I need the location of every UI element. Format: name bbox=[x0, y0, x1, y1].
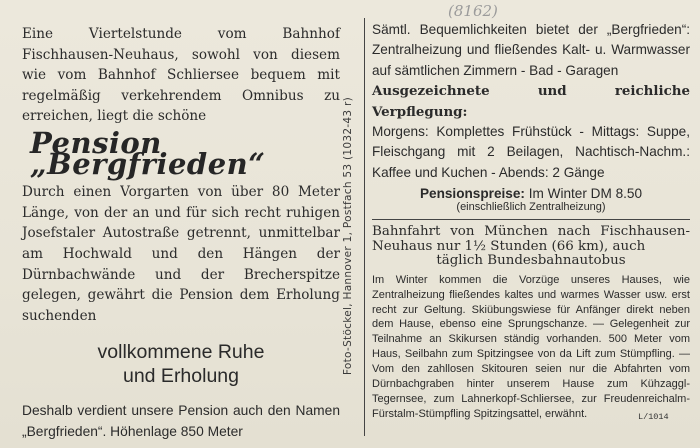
pencil-note: (8162) bbox=[448, 2, 498, 20]
rail-text: Bahnfahrt von München nach Fischhausen-Neuhaus nur 1½ Stunden (66 km), auch bbox=[372, 224, 690, 254]
closing-text: Deshalb verdient unsere Pension auch den Namen „Bergfrieden“. Höhenlage 850 Meter bbox=[22, 403, 340, 440]
pension-title: Pension „Bergfrieden“ bbox=[30, 125, 266, 181]
section-divider bbox=[372, 219, 690, 220]
right-column bbox=[372, 20, 690, 422]
imprint-text: Foto-Stöckel, Hannover 1, Postfach 53 (1032-43 r) bbox=[342, 96, 354, 376]
ruhe-line-2: und Erholung bbox=[122, 365, 239, 388]
rail-block bbox=[372, 225, 690, 269]
ruhe-heading bbox=[22, 340, 340, 388]
column-divider bbox=[364, 18, 365, 436]
price-value: Im Winter DM 8.50 bbox=[528, 186, 643, 202]
amenities-text: Sämtl. Bequemlichkeiten bietet der „Bergfrieden“: Zentralheizung und fließendes Kalt- u. Warmwasser auf sämtlichen Zimmern - Bad - Garagen bbox=[372, 22, 690, 78]
ruhe-line-1: vollkommene Ruhe bbox=[97, 341, 265, 364]
price-label: Pensionspreise: bbox=[419, 186, 525, 202]
description-text: Durch einen Vorgarten von über 80 Meter Länge, von der an und für sich recht ruhigen Josefstaler Autostraße getrennt, unmittelbar am Hochwald und den Hängen der Dürnbachwände und der Brecherspitze gelegen, gewährt die Pension dem Erholung suchenden bbox=[22, 184, 340, 324]
price-block bbox=[372, 186, 690, 214]
rail-bus: täglich Bundesbahnautobus bbox=[436, 253, 626, 269]
winter-text: Im Winter kommen die Vorzüge unseres Hauses, wie Zentralheizung fließendes kaltes und warmes Wasser usw. erst recht zur Geltung. Skiübungswiese für Anfänger direkt neben dem Hause, ebenso eine Sprungschanze. — Gelegenheit zur Teilnahme an Skikursen ständig vorhanden. 500 Meter vom Haus, Seilbahn zum Spitzingsee von da Lift zum Stümpfling. — Vom den zahllosen Skitouren seien nur die Abfahrten vom Dürnbachgraben hinter unserem Hause zum Kühzaggl-Tegernsee, zum Lahnerkopf-Schliersee, zur Freudenreichalm-Fürstalm-Stümpfling Spitzingsattel, erwähnt. bbox=[372, 273, 690, 420]
publisher-imprint bbox=[336, 36, 360, 436]
meals-text: Morgens: Komplettes Frühstück - Mittags: Suppe, Fleischgang mit 2 Beilagen, Nachtisch-Nachm.: Kaffee und Kuchen - Abends: 2 Gänge bbox=[372, 124, 690, 180]
catalog-stamp: L/1014 bbox=[638, 412, 669, 422]
amenities-block bbox=[372, 20, 690, 183]
intro-text: Eine Viertelstunde vom Bahnhof Fischhausen-Neuhaus, sowohl von diesem wie vom Bahnhof Schliersee bequem mit regelmäßig verkehrendem Omnibus zu erreichen, liegt die schöne bbox=[22, 26, 340, 125]
left-column bbox=[22, 24, 340, 442]
price-note: (einschließlich Zentralheizung) bbox=[456, 201, 606, 214]
verpflegung-heading: Ausgezeichnete und reichliche Verpflegung: bbox=[372, 83, 690, 120]
